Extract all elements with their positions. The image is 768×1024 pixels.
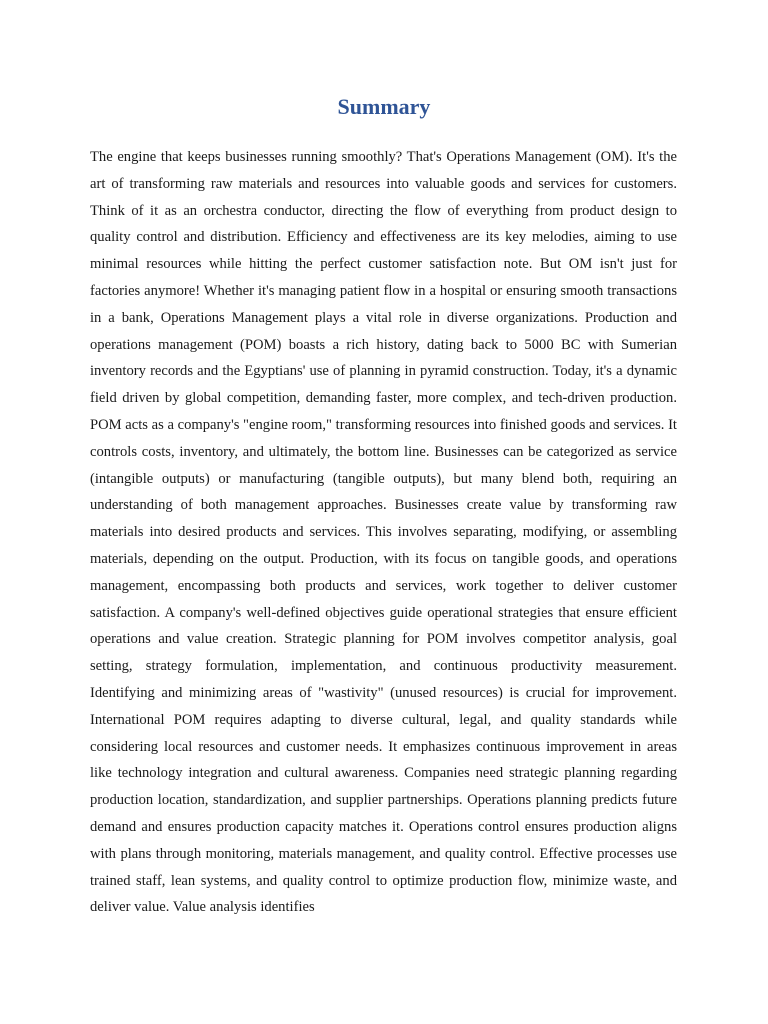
page-title: Summary xyxy=(337,94,431,119)
summary-paragraph: The engine that keeps businesses running smoothly? That's Operations Management (OM). It's the art of transforming raw materials and resources into valuable goods and services for customers. Think of it as an orchestra conductor, directing the flow of everything from product design to quality control and distribution. Efficiency and effectiveness are its key melodies, aiming to use minimal resources while hitting the perfect customer satisfaction note. But OM isn't just for factories anymore! Whether it's managing patient flow in a hospital or ensuring smooth transactions in a bank, Operations Management plays a vital role in diverse organizations. Production and operations management (POM) boasts a rich history, dating back to 5000 BC with Sumerian inventory records and the Egyptians' use of planning in pyramid construction. Today, it's a dynamic field driven by global competition, demanding faster, more complex, and tech-driven production. POM acts as a company's "engine room," transforming resources into finished goods and services. It controls costs, inventory, and ultimately, the bottom line. Businesses can be categorized as service (intangible outputs) or manufacturing (tangible outputs), but many blend both, requiring an understanding of both management approaches. Businesses create value by transforming raw materials into desired products and services. This involves separating, modifying, or assembling materials, depending on the output. Production, with its focus on tangible goods, and operations management, encompassing both products and services, work together to deliver customer satisfaction. A company's well-defined objectives guide operational strategies that ensure efficient operations and value creation. Strategic planning for POM involves competitor analysis, goal setting, strategy formulation, implementation, and continuous productivity measurement. Identifying and minimizing areas of "wastivity" (unused resources) is crucial for improvement. International POM requires adapting to diverse cultural, legal, and quality standards while considering local resources and customer needs. It emphasizes continuous improvement in areas like technology integration and cultural awareness. Companies need strategic planning regarding production location, standardization, and supplier partnerships. Operations planning predicts future demand and ensures production capacity matches it. Operations control ensures production aligns with plans through monitoring, materials management, and quality control. Effective processes use trained staff, lean systems, and quality control to optimize production flow, minimize waste, and deliver value. Value analysis identifies xyxy=(90,149,677,916)
